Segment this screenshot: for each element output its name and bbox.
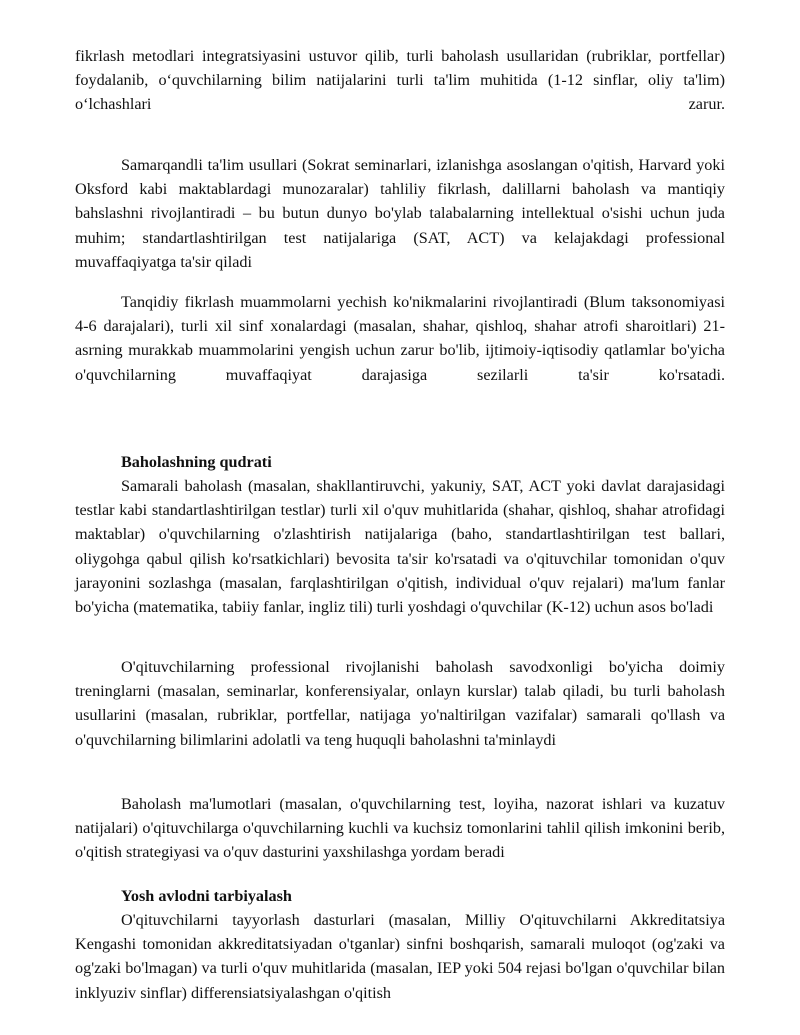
paragraph-critical-thinking: Tanqidiy fikrlash muammolarni yechish ko'nikmalarini rivojlantiradi (Blum taksonomiyasi 4-6 darajalari), turli xil sinf xonalardagi (masalan, shahar, qishloq, shahar atrofi sharoitlari) 21-asrning murakkab muammolarini yengish uchun zarur bo'lib, ijtimoiy-iqtisodiy qatlamlar bo'yicha o'quvchilarning muvaffaqiyat darajasiga sezilarli ta'sir ko'rsatadi. [75, 293, 725, 384]
paragraph-teacher-development: O'qituvchilarning professional rivojlanishi baholash savodxonligi bo'yicha doimiy treninglarni (masalan, seminarlar, konferensiyalar, onlayn kurslar) talab qiladi, bu turli baholash usullarini (masalan, rubriklar, portfellar, natijaga yo'naltirilgan vazifalar) samarali qo'llash va o'quvchilarning bilimlarini adolatli va teng huquqli baholashni ta'minlaydi [75, 658, 725, 749]
paragraph-teacher-training: O'qituvchilarni tayyorlash dasturlari (masalan, Milliy O'qituvchilarni Akkreditatsiya Kengashi tomonidan akkreditatsiyadan o'tganlar) sinfni boshqarish, samarali muloqot (og'zaki va og'zaki bo'lmagan) va turli o'quv muhitlarida (masalan, IEP yoki 504 rejasi bo'lgan o'quvchilar bilan inklyuziv sinflar) differensiatsiyalashgan o'qitish [75, 911, 725, 1002]
paragraph-intro-continuation: fikrlash metodlari integratsiyasini ustuvor qilib, turli baholash usullaridan (rubriklar, portfellar) foydalanib, o‘quvchilarning bilim natijalarini turli ta'lim muhitida (1-12 sinflar, oliy ta'lim) o‘lchashlari zarur. [75, 47, 725, 114]
paragraph-socratic-methods: Samarqandli ta'lim usullari (Sokrat seminarlari, izlanishga asoslangan o'qitish, Harvard yoki Oksford kabi maktablardagi munozaralar) tahliliy fikrlash, dalillarni baholash va mantiqiy bahslashni rivojlantiradi – bu butun dunyo bo'ylab talabalarning intellektual o'sishi uchun juda muhim; standartlashtirilgan test natijalariga (SAT, ACT) va kelajakdagi professional muvaffaqiyatga ta'sir qiladi [75, 156, 725, 271]
heading-raising-young-generation: Yosh avlodni tarbiyalash [121, 887, 292, 905]
paragraph-assessment-data: Baholash ma'lumotlari (masalan, o'quvchilarning test, loyiha, nazorat ishlari va kuzatuv natijalari) o'qituvchilarga o'quvchilarning kuchli va kuchsiz tomonlarini tahlil qilish imkonini berib, o'qitish strategiyasi va o'quv dasturini yaxshilashga yordam beradi [75, 795, 725, 862]
paragraph-effective-assessment: Samarali baholash (masalan, shakllantiruvchi, yakuniy, SAT, ACT yoki davlat darajasidagi testlar kabi standartlashtirilgan testlar) turli xil o'quv muhitlarida (shahar, qishloq, shahar atrofidagi maktablar) o'quvchilarning o'zlashtirish natijalariga (baho, standartlashtirilgan test ballari, oliygohga qabul qilish ko'rsatkichlari) bevosita ta'sir ko'rsatadi va o'qituvchilar tomonidan o'quv jarayonini sozlashga (masalan, farqlashtirilgan o'qitish, individual o'quv rejalari) ma'lum fanlar bo'yicha (matematika, tabiiy fanlar, ingliz tili) turli yoshdagi o'quvchilar (K-12) uchun asos bo'ladi [75, 477, 725, 617]
heading-power-of-assessment: Baholashning qudrati [121, 453, 272, 471]
